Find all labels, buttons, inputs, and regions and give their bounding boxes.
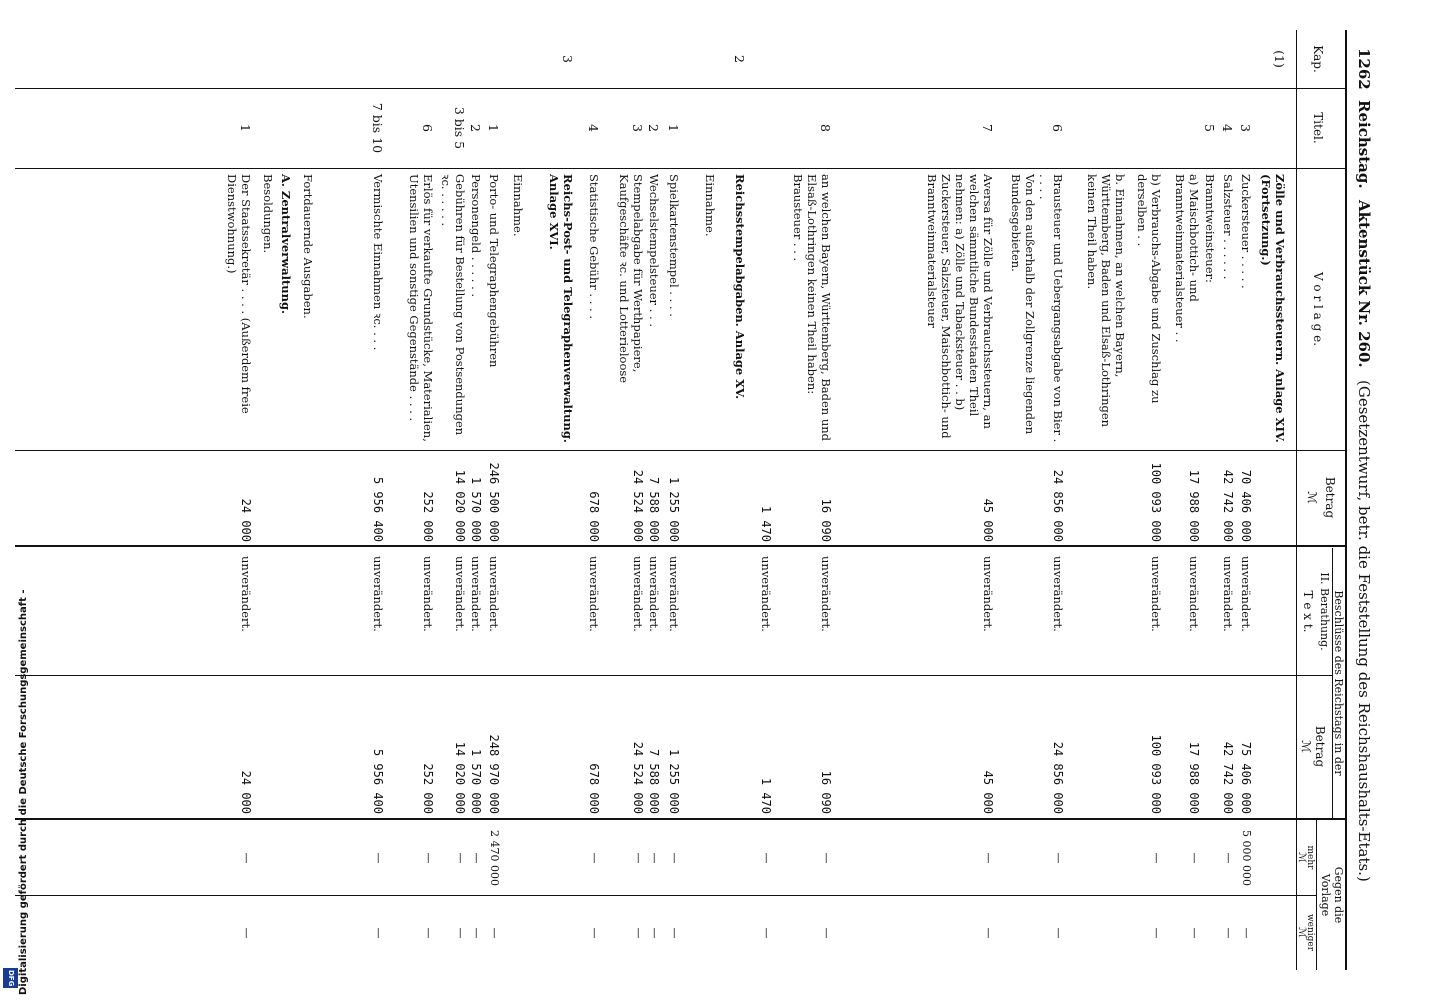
cell-text: Wechselstempelsteuer . . . [647, 174, 661, 327]
cell-text: Porto- und Telegraphengebühren [487, 174, 501, 368]
cell-mehr: — [982, 852, 995, 864]
cell-mehr: 2 470 000 [488, 830, 501, 886]
cell-mehr: — [422, 852, 435, 864]
cell-text: Salzsteuer . . . . . . [1221, 174, 1235, 280]
cell-betrag: 70 406 000 [1239, 469, 1253, 542]
table-row [999, 0, 1037, 1000]
cell-text: Reichsstempelabgaben. Anlage XV. [733, 174, 747, 400]
cell-mehr: — [470, 852, 483, 864]
cell-weniger: — [240, 927, 253, 939]
cell-text: Statistische Gebühr . . . . [587, 174, 601, 319]
cell-titel: 7 bis 10 [370, 102, 385, 154]
cell-text: Der Staatssekretär . . . . (Außerdem freie Dienstwohnung.) [225, 174, 253, 414]
cell-mehr: — [632, 852, 645, 864]
cell-titel: 8 [818, 124, 833, 132]
table-top-rule [1345, 30, 1347, 970]
header-betrag2-unit: ℳ [1299, 740, 1313, 753]
document-reference: Aktenstück Nr. 260. [1355, 200, 1373, 368]
table-row [465, 0, 483, 1000]
cell-betrag: 252 000 [421, 491, 435, 542]
cell-betrag: 42 742 000 [1221, 469, 1235, 542]
cell-betrag2: 45 000 [981, 770, 995, 814]
cell-betrag2: 5 956 400 [371, 748, 385, 814]
cell-beschluss: unverändert. [469, 556, 483, 632]
cell-text: Reichs-Post- und Telegraphenverwaltung. Anlage XVI. [547, 174, 575, 443]
table-row [1257, 0, 1287, 1000]
cell-beschluss: unverändert. [819, 556, 833, 632]
digitization-credit-text: Digitalisierung gefördert durch die Deutsche Forschungsgemeinschaft - [18, 589, 29, 995]
table-row [527, 0, 575, 1000]
cell-titel: 7 [980, 124, 995, 132]
cell-text: Vermischte Einnahmen ꝛc. . . . [371, 174, 385, 351]
header-titel: Titel. [1311, 112, 1325, 144]
cell-titel: 3 [1238, 124, 1253, 132]
header-gegen-vorlage: Vorlage [1319, 873, 1332, 917]
cell-text: A. Zentralverwaltung. [279, 174, 293, 315]
cell-beschluss: unverändert. [1239, 556, 1253, 632]
header-betrag: Betrag [1323, 476, 1337, 519]
cell-betrag2: 24 856 000 [1051, 741, 1065, 814]
cell-betrag2: 16 090 [819, 770, 833, 814]
cell-betrag2: 24 000 [239, 770, 253, 814]
cell-mehr: — [1150, 852, 1163, 864]
cell-mehr: — [820, 852, 833, 864]
cell-weniger: — [372, 927, 385, 939]
cell-weniger: — [760, 927, 773, 939]
cell-titel: 1 [486, 124, 501, 132]
cell-text: b) Verbrauchs-Abgabe und Zuschlag zu derselben . . [1135, 174, 1163, 404]
cell-betrag: 678 000 [587, 491, 601, 542]
table-row [605, 0, 645, 1000]
cell-titel: 6 [1050, 124, 1065, 132]
rotated-document-page [15, 0, 1385, 1000]
cell-titel: 5 [1202, 124, 1217, 132]
cell-betrag2: 100 093 000 [1149, 734, 1163, 814]
table-row [579, 0, 601, 1000]
cell-weniger: — [488, 927, 501, 939]
cell-betrag: 1 255 000 [667, 476, 681, 542]
cell-kap: 2 [732, 55, 747, 63]
cell-betrag: 100 093 000 [1149, 462, 1163, 542]
cell-beschluss: unverändert. [487, 556, 501, 632]
cell-mehr: — [1052, 852, 1065, 864]
cell-text: Aversa für Zölle und Verbrauchssteuern, an welchen sämmtliche Bundesstaaten Theil nehmen: a) Zölle und Tabacksteuer . . b) Zuckersteuer, Salzsteuer, Maischbottich- und Branntweinmaterialsteuer [925, 174, 995, 439]
cell-weniger: — [648, 927, 661, 939]
cell-betrag: 5 956 400 [371, 476, 385, 542]
table-row [219, 0, 253, 1000]
cell-betrag: 16 090 [819, 498, 833, 542]
cell-beschluss: unverändert. [587, 556, 601, 632]
cell-betrag: 14 020 000 [453, 469, 467, 542]
cell-titel: 4 [1220, 124, 1235, 132]
header-weniger-unit: ℳ [1296, 927, 1307, 938]
cell-text: Spielkartenstempel . . . . [667, 174, 681, 317]
cell-betrag: 24 524 000 [631, 469, 645, 542]
table-row [1167, 0, 1201, 1000]
page-number: 1262 [1355, 48, 1373, 90]
document-title: (Gesetzentwurf, betr. die Feststellung des Reichshaushalts-Etats.) [1355, 380, 1373, 882]
cell-titel: 4 [586, 124, 601, 132]
table-row [661, 0, 681, 1000]
cell-text: an welchen Bayern, Württemberg, Baden und Elsaß-Lothringen keinen Theil haben: Brausteuer . . . [791, 174, 833, 442]
header-weniger: weniger [1305, 913, 1315, 952]
table-row [483, 0, 501, 1000]
cell-betrag: 45 000 [981, 498, 995, 542]
cell-betrag2: 252 000 [421, 763, 435, 814]
cell-weniger: — [588, 927, 601, 939]
cell-titel: 3 bis 5 [452, 106, 467, 150]
cell-betrag2: 678 000 [587, 763, 601, 814]
cell-text: Einnahme. [511, 174, 525, 237]
cell-betrag: 24 856 000 [1051, 469, 1065, 542]
cell-titel: 3 [630, 124, 645, 132]
header-betrag2: Betrag [1313, 725, 1327, 768]
cell-betrag2: 17 988 000 [1187, 741, 1201, 814]
cell-kap: (1) [1272, 50, 1287, 68]
table-row [845, 0, 995, 1000]
cell-weniger: — [454, 927, 467, 939]
cell-text: Zölle und Verbrauchssteuern. Anlage XIV. (Fortsetzung.) [1259, 174, 1287, 443]
cell-weniger: — [820, 927, 833, 939]
cell-titel: 2 [646, 124, 661, 132]
cell-beschluss: unverändert. [1149, 556, 1163, 632]
cell-betrag2: 75 406 000 [1239, 741, 1253, 814]
cell-weniger: — [668, 927, 681, 939]
table-row [1201, 0, 1217, 1000]
cell-beschluss: unverändert. [1221, 556, 1235, 632]
cell-titel: 1 [238, 124, 253, 132]
cell-betrag: 7 588 000 [647, 476, 661, 542]
cell-betrag: 1 470 [759, 505, 773, 542]
cell-beschluss: unverändert. [239, 556, 253, 632]
cell-beschluss: unverändert. [667, 556, 681, 632]
cell-kap: 3 [560, 55, 575, 63]
cell-weniger: — [422, 927, 435, 939]
cell-betrag2: 14 020 000 [453, 741, 467, 814]
table-row [253, 0, 275, 1000]
cell-mehr: — [1222, 852, 1235, 864]
cell-beschluss: unverändert. [647, 556, 661, 632]
cell-text: Personengeld . . . . . . [469, 174, 483, 298]
header-vorlage: V o r l a g e. [1311, 271, 1325, 347]
cell-titel: 2 [468, 124, 483, 132]
cell-titel: 1 [666, 124, 681, 132]
cell-betrag2: 1 570 000 [469, 748, 483, 814]
cell-text: Von den außerhalb der Zollgrenze liegenden Bundesgebieten. [1009, 174, 1037, 435]
cell-beschluss: unverändert. [1051, 556, 1065, 632]
cell-betrag2: 7 588 000 [647, 748, 661, 814]
cell-text: Branntweinsteuer: [1203, 174, 1217, 283]
cell-beschluss: unverändert. [631, 556, 645, 632]
cell-text: Erlös für verkaufte Grundstücke, Materialien, Utensilien und sonstige Gegenstände . . . . [407, 174, 435, 442]
cell-text: b. Einnahmen, an welchen Bayern, Württemberg, Baden und Elsaß-Lothringen keinen Theil haben. [1085, 174, 1127, 428]
table-row [1039, 0, 1065, 1000]
header-kap: Kap. [1311, 45, 1325, 73]
cell-mehr: — [760, 852, 773, 864]
cell-text: Einnahme. [703, 174, 717, 237]
cell-text [749, 174, 773, 446]
cell-text: Stempelabgabe für Werthpapiere, Kaufgeschäfte ꝛc. und Lotterieloose [617, 174, 645, 384]
cell-titel: 6 [420, 124, 435, 132]
cell-beschluss: unverändert. [759, 556, 773, 632]
header-gegen: Gegen die [1332, 866, 1345, 924]
cell-betrag2: 1 255 000 [667, 748, 681, 814]
cell-mehr: — [240, 852, 253, 864]
cell-betrag2: 42 742 000 [1221, 741, 1235, 814]
cell-text: Brausteuer und Uebergangsabgabe von Bier . . . . . [1037, 174, 1065, 443]
header-mehr-unit: ℳ [1296, 852, 1307, 863]
cell-weniger: — [1188, 927, 1201, 939]
cell-text: Besoldungen. [261, 174, 275, 254]
cell-beschluss: unverändert. [371, 556, 385, 632]
table-row [749, 0, 773, 1000]
table-row [503, 0, 525, 1000]
cell-betrag2: 248 970 000 [487, 734, 501, 814]
table-row [363, 0, 385, 1000]
cell-betrag: 246 500 000 [487, 462, 501, 542]
table-row [1069, 0, 1127, 1000]
table-row [1129, 0, 1163, 1000]
cell-weniger: — [632, 927, 645, 939]
cell-mehr: 5 000 000 [1240, 830, 1253, 886]
cell-mehr: — [648, 852, 661, 864]
publication-name: Reichstag. [1355, 100, 1373, 189]
header-mehr: mehr [1305, 845, 1315, 870]
cell-weniger: — [470, 927, 483, 939]
header-beratung: II. Berathung. [1318, 572, 1331, 651]
cell-weniger: — [982, 927, 995, 939]
cell-weniger: — [1150, 927, 1163, 939]
cell-weniger: — [1240, 927, 1253, 939]
cell-beschluss: unverändert. [453, 556, 467, 632]
header-text: T e x t. [1301, 590, 1315, 633]
cell-beschluss: unverändert. [981, 556, 995, 632]
dfg-logo: DFG [3, 968, 18, 988]
table-row [1217, 0, 1235, 1000]
cell-mehr: — [588, 852, 601, 864]
cell-betrag2: 1 470 [759, 777, 773, 814]
table-row [783, 0, 833, 1000]
cell-text: a) Maischbottich- und Branntweinmaterialsteuer . . [1173, 174, 1201, 343]
cell-mehr: — [372, 852, 385, 864]
table-row [691, 0, 717, 1000]
cell-betrag: 24 000 [239, 498, 253, 542]
table-row [387, 0, 435, 1000]
cell-text: Zuckersteuer . . . . . [1239, 174, 1253, 289]
table-row [721, 0, 747, 1000]
cell-beschluss: unverändert. [1187, 556, 1201, 632]
cell-mehr: — [454, 852, 467, 864]
cell-betrag: 1 570 000 [469, 476, 483, 542]
table-row [437, 0, 467, 1000]
cell-mehr: — [1188, 852, 1201, 864]
cell-betrag: 17 988 000 [1187, 469, 1201, 542]
table-row [1235, 0, 1253, 1000]
cell-text: Gebühren für Bestellung von Postsendungen ꝛc. . . . . . [439, 174, 467, 436]
header-beschluesse: Beschlüsse des Reichstags in der [1332, 590, 1345, 776]
cell-text: Fortdauernde Ausgaben. [301, 174, 315, 319]
table-row [293, 0, 315, 1000]
cell-betrag2: 24 524 000 [631, 741, 645, 814]
cell-mehr: — [668, 852, 681, 864]
table-row [275, 0, 293, 1000]
cell-weniger: — [1222, 927, 1235, 939]
header-betrag-unit: ℳ [1305, 491, 1319, 504]
cell-beschluss: unverändert. [421, 556, 435, 632]
cell-weniger: — [1052, 927, 1065, 939]
